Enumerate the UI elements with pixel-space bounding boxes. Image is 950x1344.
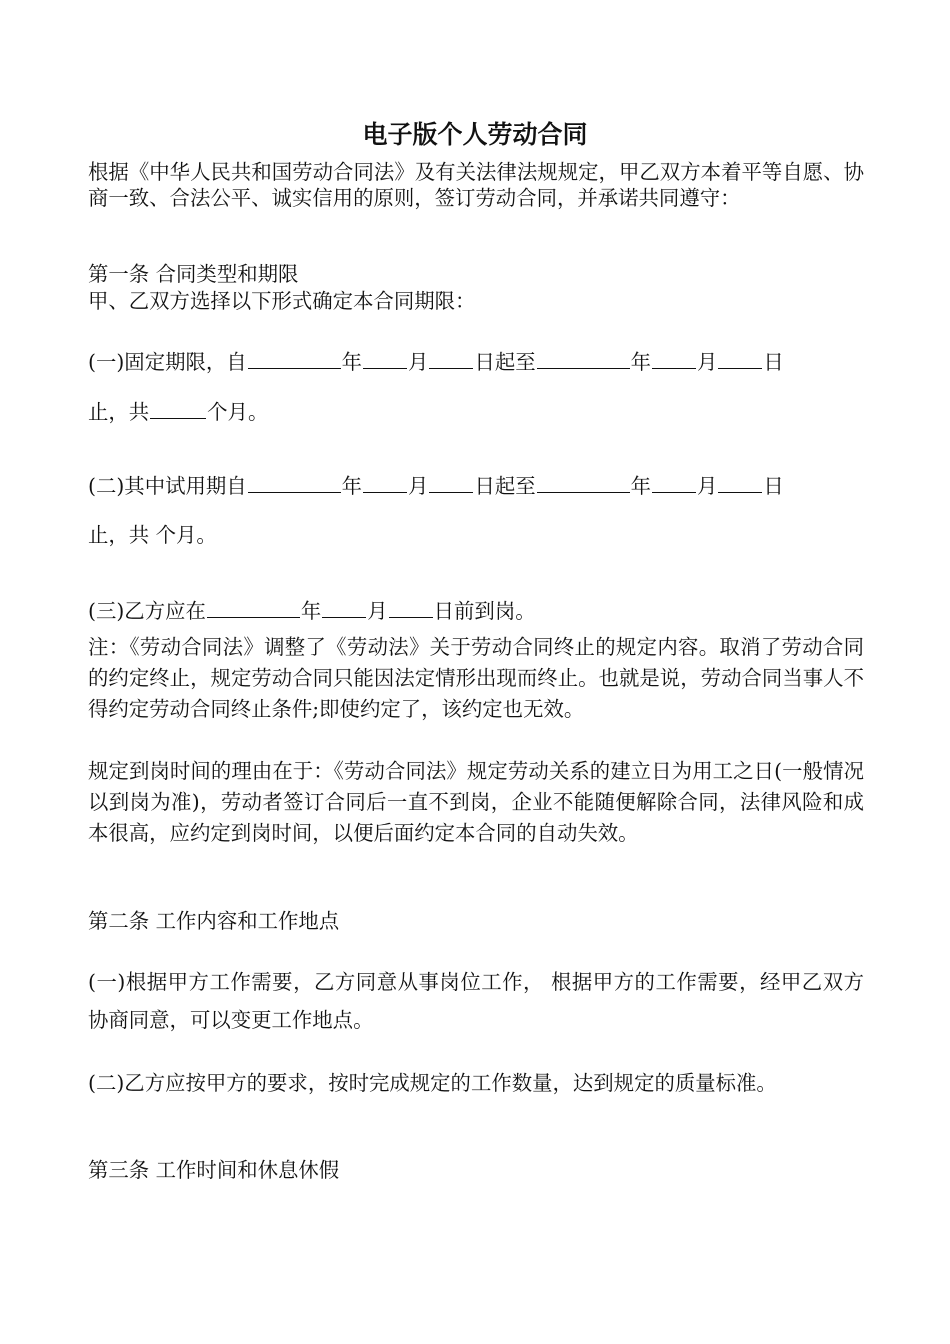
probation-start-month-blank[interactable] (363, 472, 407, 493)
fixed-term-start-year-blank[interactable] (248, 348, 341, 369)
month-label: 月 (408, 350, 429, 374)
document-title: 电子版个人劳动合同 (362, 120, 588, 149)
fixed-term-line2 (88, 398, 864, 425)
day-from-label: 日起至 (474, 350, 536, 374)
fixed-term-end-year-blank[interactable] (537, 348, 630, 369)
fixed-term-total-prefix: 止，共 (88, 400, 150, 424)
report-suffix: 日前到岗。 (433, 599, 536, 623)
probation-line1 (88, 472, 864, 499)
month-label: 月 (408, 474, 429, 498)
fixed-term-prefix: (一)固定期限，自 (88, 350, 247, 374)
fixed-term-line1 (88, 348, 864, 375)
year-label: 年 (300, 599, 322, 623)
article3-heading: 第三条 工作时间和休息休假 (88, 1158, 340, 1182)
year-label: 年 (341, 350, 363, 374)
report-day-blank[interactable] (389, 597, 433, 618)
year-label: 年 (630, 474, 651, 498)
year-label: 年 (630, 350, 651, 374)
month-label: 月 (367, 599, 388, 623)
fixed-term-start-day-blank[interactable] (429, 348, 473, 369)
month-label: 月 (697, 350, 718, 374)
report-prefix: (三)乙方应在 (88, 599, 206, 623)
article2-heading: 第二条 工作内容和工作地点 (88, 909, 340, 933)
note-paragraph: 注：《劳动合同法》调整了《劳动法》关于劳动合同终止的规定内容。取消了劳动合同的约定终止，规定劳动合同只能因法定情形出现而终止。也就是说，劳动合同当事人不得约定劳动合同终止条件;即使约定了，该约定也无效。 (88, 635, 864, 721)
report-line (88, 597, 864, 624)
report-month-blank[interactable] (322, 597, 366, 618)
fixed-term-months-blank[interactable] (150, 398, 206, 419)
reason-paragraph: 规定到岗时间的理由在于：《劳动合同法》规定劳动关系的建立日为用工之日(一般情况以到岗为准)，劳动者签订合同后一直不到岗，企业不能随便解除合同，法律风险和成本很高，应约定到岗时间，以便后面约定本合同的自动失效。 (88, 759, 864, 845)
probation-end-year-blank[interactable] (537, 472, 630, 493)
article1-subheading: 甲、乙双方选择以下形式确定本合同期限： (88, 289, 476, 313)
intro-paragraph: 根据《中华人民共和国劳动合同法》及有关法律法规规定，甲乙双方本着平等自愿、协商一致、合法公平、诚实信用的原则，签订劳动合同，并承诺共同遵守： (88, 160, 864, 210)
probation-prefix: (二)其中试用期自 (88, 474, 247, 498)
probation-end-day-blank[interactable] (718, 472, 762, 493)
fixed-term-start-month-blank[interactable] (363, 348, 407, 369)
fixed-term-end-day-blank[interactable] (718, 348, 762, 369)
report-year-blank[interactable] (207, 597, 300, 618)
article2-item2: (二)乙方应按甲方的要求，按时完成规定的工作数量，达到规定的质量标准。 (88, 1071, 777, 1095)
day-to-label: 日 (763, 474, 784, 498)
day-from-label: 日起至 (474, 474, 536, 498)
month-label: 月 (697, 474, 718, 498)
fixed-term-end-month-blank[interactable] (652, 348, 696, 369)
probation-start-day-blank[interactable] (429, 472, 473, 493)
article2-item1: (一)根据甲方工作需要，乙方同意从事岗位工作， 根据甲方的工作需要，经甲乙双方协商同意，可以变更工作地点。 (88, 970, 864, 1032)
day-to-label: 日 (763, 350, 784, 374)
probation-line2: 止，共 个月。 (88, 523, 217, 547)
fixed-term-total-suffix: 个月。 (207, 400, 269, 424)
article1-heading: 第一条 合同类型和期限 (88, 262, 299, 286)
year-label: 年 (341, 474, 363, 498)
probation-start-year-blank[interactable] (248, 472, 341, 493)
probation-end-month-blank[interactable] (652, 472, 696, 493)
